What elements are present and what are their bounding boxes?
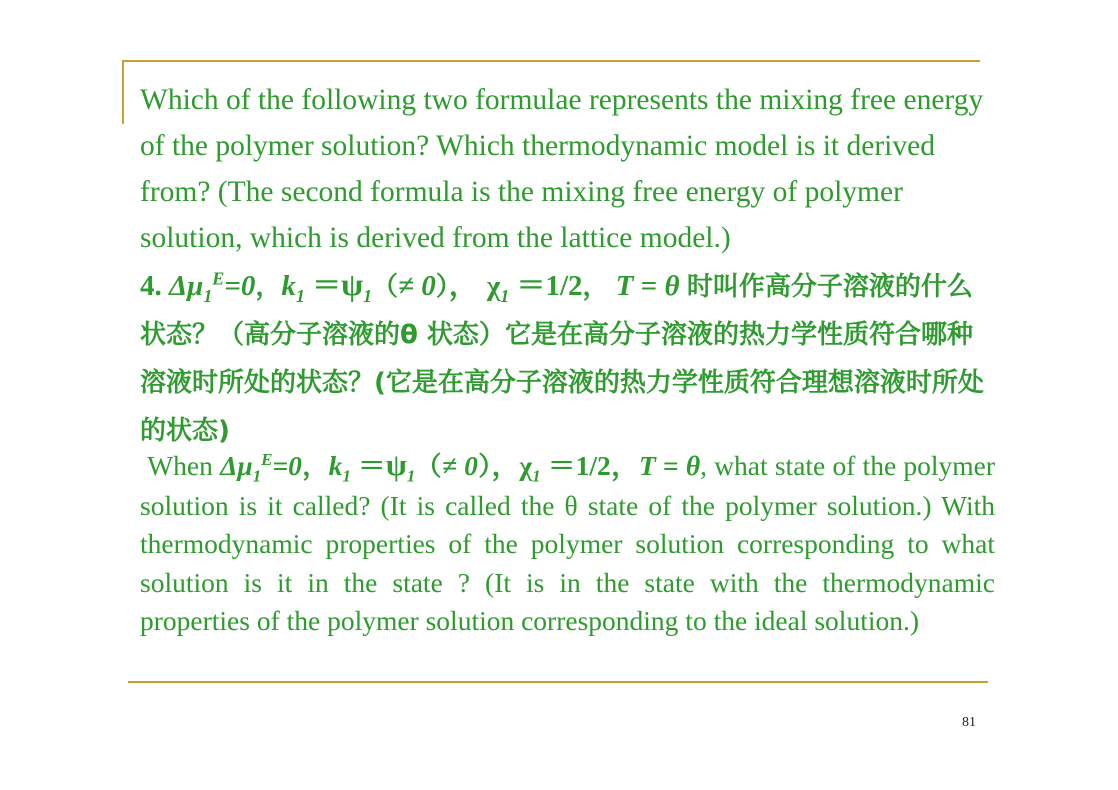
cn-question: 时叫作高分子溶液的什么状态？ bbox=[140, 272, 973, 350]
item-number: 4. bbox=[140, 270, 162, 302]
cn-question-2: 它是在高分子溶液的热力学性质符合哪种溶液时所处的状态？ bbox=[140, 320, 973, 398]
when-word: When bbox=[147, 450, 213, 481]
cn-answer: （高分子溶液的θ 状态） bbox=[218, 320, 505, 350]
english-question-text: , what state of the polymer solution is it called? (It is called the θ state of the polymer solution.) With thermodynamic properties of the polymer solution corresponding to what solution is it in the state ? (It is in the state with the thermodynamic properties of the polymer solution corresponding to the ideal solution.) bbox=[140, 450, 996, 637]
cn-answer-2: (它是在高分子溶液的热力学性质符合理想溶液时所处的状态) bbox=[140, 368, 984, 446]
page-number: 81 bbox=[962, 715, 976, 730]
top-rule bbox=[122, 60, 980, 62]
english-item-4: When $\Delta\mu_1^E=0$，$k_1 =\psi_1(\ne 0)$，$\chi_1 =1/2$，T = θ, what state of the polymer solution is it called? (It is called the θ state of the polymer solution.) With thermodynamic properties of the polymer solution corresponding to what solution is it in the state ? (It is in the state with the thermodynamic properties of the polymer solution corresponding to the ideal solution.) bbox=[140, 448, 996, 637]
question-paragraph-en: Which of the following two formulae represents the mixing free energy of the polymer solution? Which thermodynamic model is it derived from? (The second formula is the mixing free energy of polymer solution, which is derived from the lattice model.) bbox=[140, 84, 984, 254]
left-rule bbox=[122, 60, 124, 124]
bottom-rule bbox=[128, 681, 988, 683]
chinese-item-4: 4. $\Delta\mu_1^E=0$，$k_1 =\psi_1(\ne 0)$， $\chi_1 =1/2$， T = θ 时叫作高分子溶液的什么状态？（高分子溶液的θ 状态）它是在高分子溶液的热力学性质符合哪种溶液时所处的状态？(它是在高分子溶液的热力学性质符合理想溶液时所处的状态) bbox=[140, 267, 984, 446]
